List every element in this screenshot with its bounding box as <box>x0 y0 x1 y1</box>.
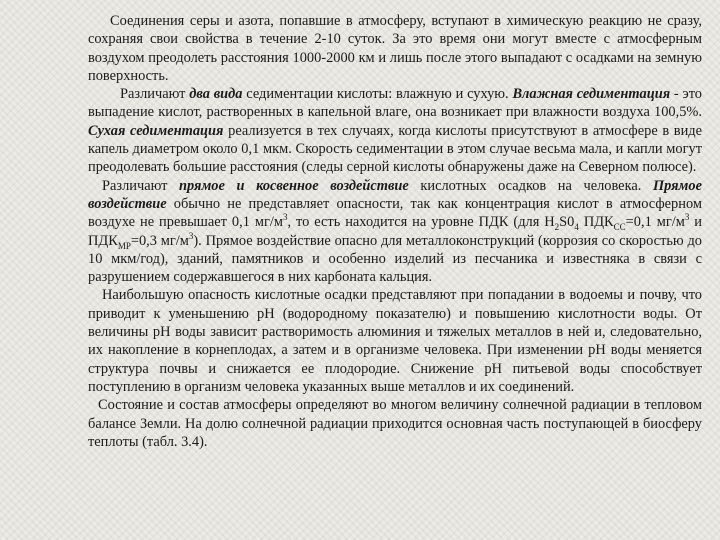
subscript: 4 <box>574 222 579 233</box>
subscript: МР <box>117 240 131 251</box>
paragraph-3-text: обычно не представляет опасности, так как концентрация кислот в атмосферном воздухе не превышает 0,1 мг/м <box>88 195 702 231</box>
paragraph-2 <box>88 85 702 176</box>
subscript: 2 <box>554 222 560 233</box>
paragraph-4: Наибольшую опасность кислотные осадки представляют при попадании в водоемы и почву, что приводит к уменьшению рН (водородному показателю) и повышению кислотности воды. От величины рН воды зависит растворимость алюминия и тяжелых металлов в ней и, следовательно, их накопление в корнеплодах, а затем и в организме человека. При изменении рН воды меняется структура почвы и снижается ее плодородие. Снижение рН питьевой воды способствует поступлению в организм человека указанных выше металлов и их соединений. <box>88 287 702 395</box>
paragraph-3-text: S0 <box>559 214 575 231</box>
paragraph-2-text: - это выпадение кислот, растворенных в капельной влаге, она возникает при влажности воздуха 100,5%. <box>88 86 702 121</box>
paragraph-3 <box>88 177 702 287</box>
term-direct-impact: Прямое воздействие <box>88 177 702 212</box>
paragraph-3-text: Различают <box>102 177 180 194</box>
paragraph-3-text: =0,1 мг/м <box>625 214 685 231</box>
document-body <box>88 12 702 451</box>
paragraph-2-text: седиментации кислоты: влажную и сухую. <box>242 86 513 103</box>
paragraph-2-text: реализуется в тех случаях, когда кислоты присутствуют в атмосфере в виде капель диаметром около 0,1 мкм. Скорость седиментации в этом случае весьма мала, и капли могут преодолевать большие расстояния (следы серной кислоты обнаружены даже на Северном полюсе). <box>88 122 703 176</box>
paragraph-1: Соединения серы и азота, попавшие в атмосферу, вступают в химическую реакцию не сразу, сохраняя свои свойства в течение 2-10 суток. За это время они могут вместе с атмосферным воздухом преодолеть расстояния 1000-2000 км и лишь после этого выпадают с осадками на земную поверхность. <box>88 13 702 84</box>
superscript: 3 <box>188 230 194 241</box>
paragraph-3-text: и ПДК <box>88 214 703 249</box>
paragraph-5: Состояние и состав атмосферы определяют во многом величину солнечной радиации в тепловом балансе Земли. На долю солнечной радиации приходится основная часть поступающей в биосферу теплоты (табл. 3.4). <box>88 397 702 450</box>
paragraph-2-text: Различают <box>120 86 190 103</box>
term-dry-sedimentation: Сухая седиментация <box>88 122 224 139</box>
superscript: 3 <box>282 212 288 223</box>
subscript: СС <box>613 222 626 233</box>
paragraph-3-text: кислотных осадков на человека. <box>408 177 653 194</box>
term-direct-indirect-impact: прямое и косвенное воздействие <box>179 177 409 194</box>
term-wet-sedimentation: Влажная седиментация <box>512 86 671 103</box>
paragraph-3-text: =0,3 мг/м <box>130 232 189 249</box>
paragraph-3-text: ). Прямое воздействие опасно для металлоконструкций (коррозия со скоростью до 10 мкм/год), зданий, памятников и особенно изделий из песчаника и известняка в связи с разрушением содержавшегося в них карбоната кальция. <box>88 232 703 286</box>
paragraph-3-text: , то есть находится на уровне ПДК (для H <box>287 214 555 231</box>
term-two-types: два вида <box>189 86 243 103</box>
superscript: 3 <box>684 212 690 223</box>
paragraph-3-text: ПДК <box>578 214 614 231</box>
